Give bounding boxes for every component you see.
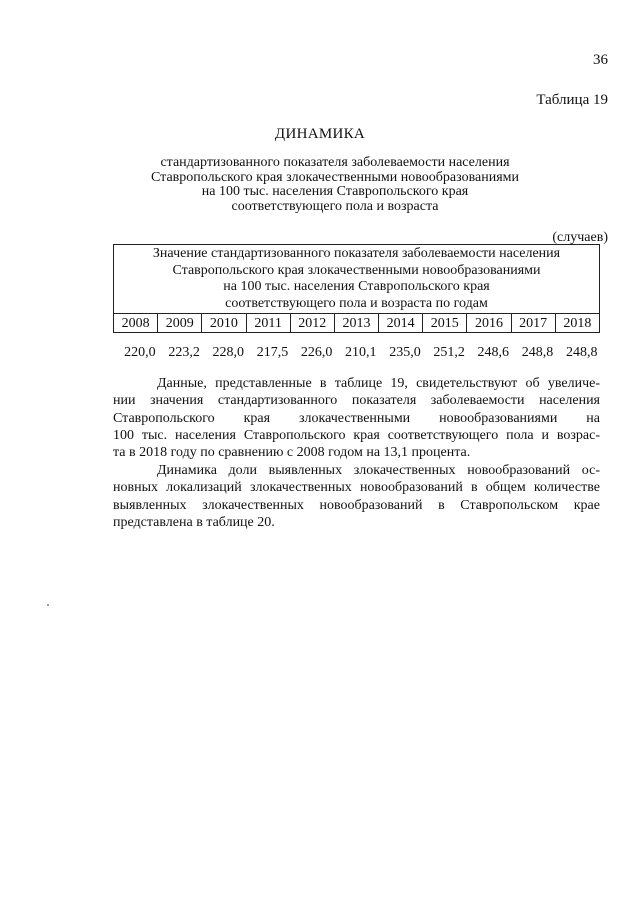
subtitle-line: соответствующего пола и возраста (231, 198, 439, 214)
value-cell: 248,8 (566, 345, 598, 360)
year-cell: 2018 (555, 314, 599, 333)
paragraph-line: новных локализаций злокачественных новообразований в общем количестве (113, 480, 600, 496)
table-header-line: на 100 тыс. населения Ставропольского края (223, 279, 490, 294)
value-cell: 223,2 (168, 345, 200, 360)
value-cell: 248,8 (521, 345, 554, 360)
subtitle-line: Ставропольского края злокачественными новообразованиями (151, 169, 519, 185)
incidence-table (113, 244, 600, 364)
value-cell: 248,6 (477, 345, 510, 360)
year-cell: 2017 (511, 314, 555, 333)
year-cell: 2010 (202, 314, 246, 333)
year-cell: 2015 (423, 314, 467, 333)
value-cell: 210,1 (345, 345, 377, 360)
year-cell: 2013 (334, 314, 378, 333)
table-header-line: Ставропольского края злокачественными новообразованиями (172, 262, 541, 278)
paragraph-line: Данные, представленные в таблице 19, свидетельствуют об увеличе- (157, 376, 600, 391)
document-subtitle (115, 156, 555, 214)
table-header-line: Значение стандартизованного показателя заболеваемости населения (152, 246, 561, 261)
year-cell: 2012 (290, 314, 334, 333)
page-number: 36 (593, 52, 608, 68)
year-cell: 2011 (246, 314, 290, 333)
values-row (114, 333, 600, 365)
value-cell: 251,2 (433, 345, 465, 360)
years-row (114, 314, 600, 333)
table-caption: Таблица 19 (536, 92, 608, 108)
subtitle-line: на 100 тыс. населения Ставропольского края (201, 184, 469, 199)
table-header-line: соответствующего пола и возраста по годам (225, 295, 488, 311)
document-title: ДИНАМИКА (274, 126, 366, 142)
year-cell: 2009 (158, 314, 202, 333)
paragraph-line: Динамика доли выявленных злокачественных новообразований ос- (157, 463, 600, 478)
year-cell: 2014 (379, 314, 423, 333)
value-cell: 235,0 (389, 345, 421, 360)
paragraph-line: 100 тыс. населения Ставропольского края соответствующего пола и возрас- (113, 427, 600, 443)
paragraph-line: та в 2018 году по сравнению с 2008 годом на 13,1 процента. (113, 445, 471, 461)
paragraph-analysis (113, 375, 600, 461)
value-cell: 220,0 (124, 345, 156, 360)
paragraph-reference (113, 462, 600, 531)
scan-speck (47, 604, 49, 606)
paragraph-line: представлена в таблице 20. (113, 514, 275, 530)
subtitle-line: стандартизованного показателя заболеваемости населения (160, 155, 510, 170)
paragraph-line: выявленных злокачественных новообразований в Ставропольском крае (113, 497, 600, 513)
value-cell: 226,0 (300, 345, 333, 360)
paragraph-line: нии значения стандартизованного показателя заболеваемости населения (113, 393, 600, 409)
year-cell: 2008 (114, 314, 158, 333)
paragraph-line: Ставропольского края злокачественными новообразованиями на (113, 410, 600, 426)
value-cell: 217,5 (256, 345, 289, 360)
year-cell: 2016 (467, 314, 511, 333)
table-units: (случаев) (552, 230, 608, 245)
table-header (114, 245, 600, 314)
value-cell: 228,0 (212, 345, 245, 360)
